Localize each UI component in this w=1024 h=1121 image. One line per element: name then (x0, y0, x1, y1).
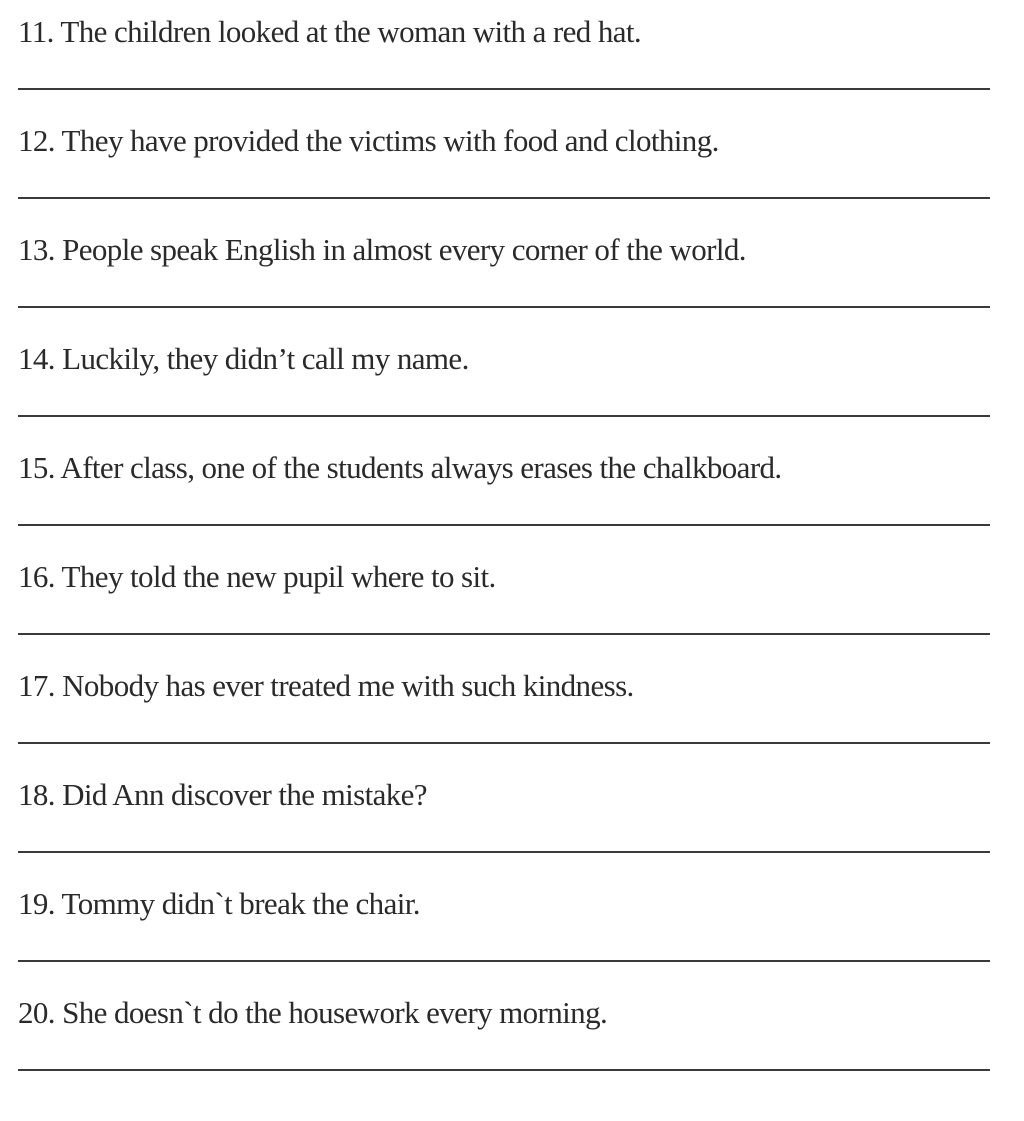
item-number: 20. (18, 995, 55, 1030)
item-text: Tommy didn`t break the chair. (61, 886, 420, 921)
item-text: The children looked at the woman with a red hat. (60, 14, 642, 49)
exercise-sentence (18, 886, 420, 922)
exercise-item-19 (18, 872, 990, 981)
item-number: 18. (18, 777, 55, 812)
exercise-item-18 (18, 763, 990, 872)
exercise-sentence (18, 232, 746, 268)
answer-line[interactable] (18, 524, 990, 526)
exercise-sentence (18, 14, 641, 50)
item-number: 17. (18, 668, 55, 703)
exercise-item-11 (18, 0, 990, 109)
item-text: Nobody has ever treated me with such kindness. (62, 668, 634, 703)
exercise-sentence (18, 341, 469, 377)
answer-line[interactable] (18, 88, 990, 90)
exercise-item-13 (18, 218, 990, 327)
item-number: 13. (18, 232, 55, 267)
exercise-sentence (18, 777, 427, 813)
exercise-sentence (18, 995, 607, 1031)
item-text: After class, one of the students always erases the chalkboard. (60, 450, 782, 485)
answer-line[interactable] (18, 415, 990, 417)
item-text: She doesn`t do the housework every morning. (62, 995, 608, 1030)
item-text: They told the new pupil where to sit. (61, 559, 496, 594)
item-number: 12. (18, 123, 55, 158)
answer-line[interactable] (18, 306, 990, 308)
exercise-item-15 (18, 436, 990, 545)
item-number: 19. (18, 886, 55, 921)
item-number: 16. (18, 559, 55, 594)
exercise-sentence (18, 450, 782, 486)
exercise-sentence (18, 123, 719, 159)
exercise-item-14 (18, 327, 990, 436)
exercise-item-17 (18, 654, 990, 763)
answer-line[interactable] (18, 960, 990, 962)
answer-line[interactable] (18, 1069, 990, 1071)
item-text: Did Ann discover the mistake? (62, 777, 427, 812)
exercise-sentence (18, 559, 496, 595)
exercise-item-20 (18, 981, 990, 1090)
item-text: Luckily, they didn’t call my name. (62, 341, 469, 376)
item-number: 11. (18, 14, 54, 49)
item-text: People speak English in almost every corner of the world. (62, 232, 746, 267)
exercise-item-12 (18, 109, 990, 218)
item-number: 14. (18, 341, 55, 376)
exercise-sentence (18, 668, 634, 704)
exercise-item-16 (18, 545, 990, 654)
answer-line[interactable] (18, 197, 990, 199)
answer-line[interactable] (18, 633, 990, 635)
item-number: 15. (18, 450, 55, 485)
item-text: They have provided the victims with food and clothing. (61, 123, 719, 158)
answer-line[interactable] (18, 851, 990, 853)
answer-line[interactable] (18, 742, 990, 744)
